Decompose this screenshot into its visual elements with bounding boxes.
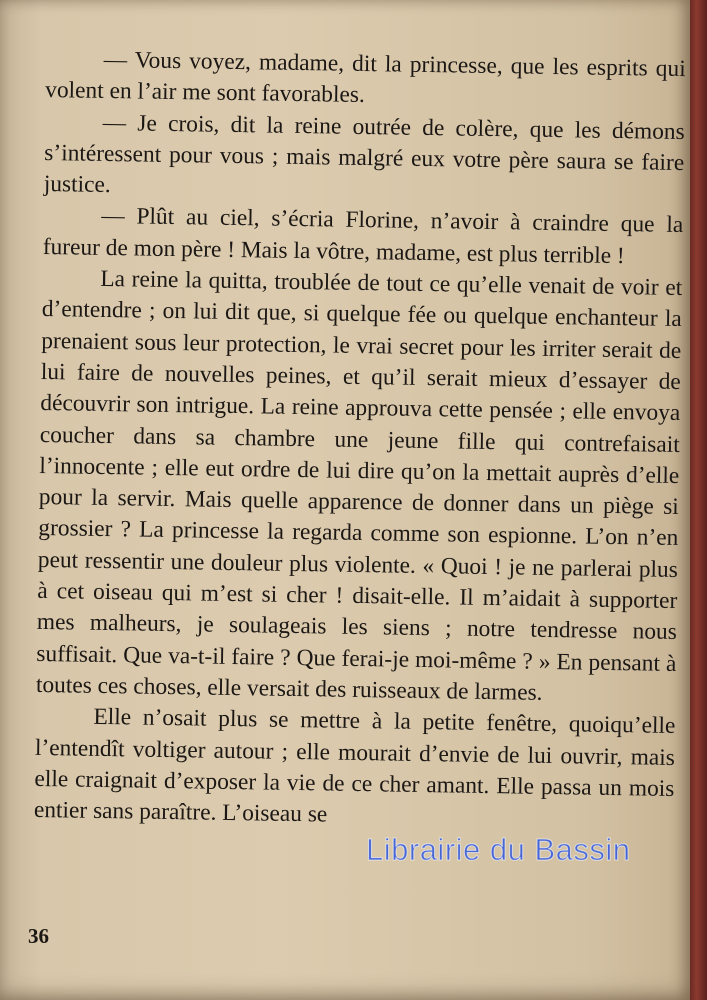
book-cover-edge bbox=[690, 0, 707, 1000]
body-text bbox=[34, 44, 686, 836]
paragraph-1: — Vous voyez, madame, dit la princesse, que les esprits qui volent en l’air me sont favorables. bbox=[45, 46, 686, 109]
paragraph-5: Elle n’osait plus se mettre à la petite fenêtre, quoiqu’elle l’entendît voltiger autour ; elle mourait d’envie de lui ouvrir, mais elle craignait d’exposer la vie de ce cher amant. Elle passa un mois entier sans paraître. L’oiseau se bbox=[33, 704, 676, 828]
watermark: Librairie du Bassin bbox=[366, 832, 631, 867]
paragraph-3: — Plût au ciel, s’écria Florine, n’avoir à craindre que la fureur de mon père ! Mais la vôtre, madame, est plus terrible ! bbox=[42, 203, 684, 269]
paragraph-4: La reine la quitta, troublée de tout ce qu’elle venait de voir et d’entendre ; on lui dit que, si quelque fée ou quelque enchanteur la prenaient sous leur protection, le vrai secret pour les irriter serait de lui faire de nouvelles peines, et qu’il serait mieux d’essayer de découvrir son intrigue. La reine approuva cette pensée ; elle envoya coucher dans sa chambre une jeune fille qui contrefaisait l’innocente ; elle eut ordre de lui dire qu’on la mettait auprès d’elle pour la servir. Mais quelle apparence de donner dans un piège si grossier ? La princesse la regarda comme son espionne. L’on n’en peut ressentir une douleur plus violente. « Quoi ! je ne parlerai plus à cet oiseau qui m’est si cher ! disait-elle. Il m’aidait à supporter mes malheurs, je soulageais les siens ; notre tendresse nous suffisait. Que va-t-il faire ? Que ferai-je moi-même ? » En pensant à toutes ces choses, elle versait des ruisseaux de larmes. bbox=[35, 265, 683, 706]
paragraph-2: — Je crois, dit la reine outrée de colère, que les démons s’intéressent pour vous ; mais malgré eux votre père saura se faire justice. bbox=[43, 109, 685, 199]
page-number: 36 bbox=[28, 924, 49, 948]
